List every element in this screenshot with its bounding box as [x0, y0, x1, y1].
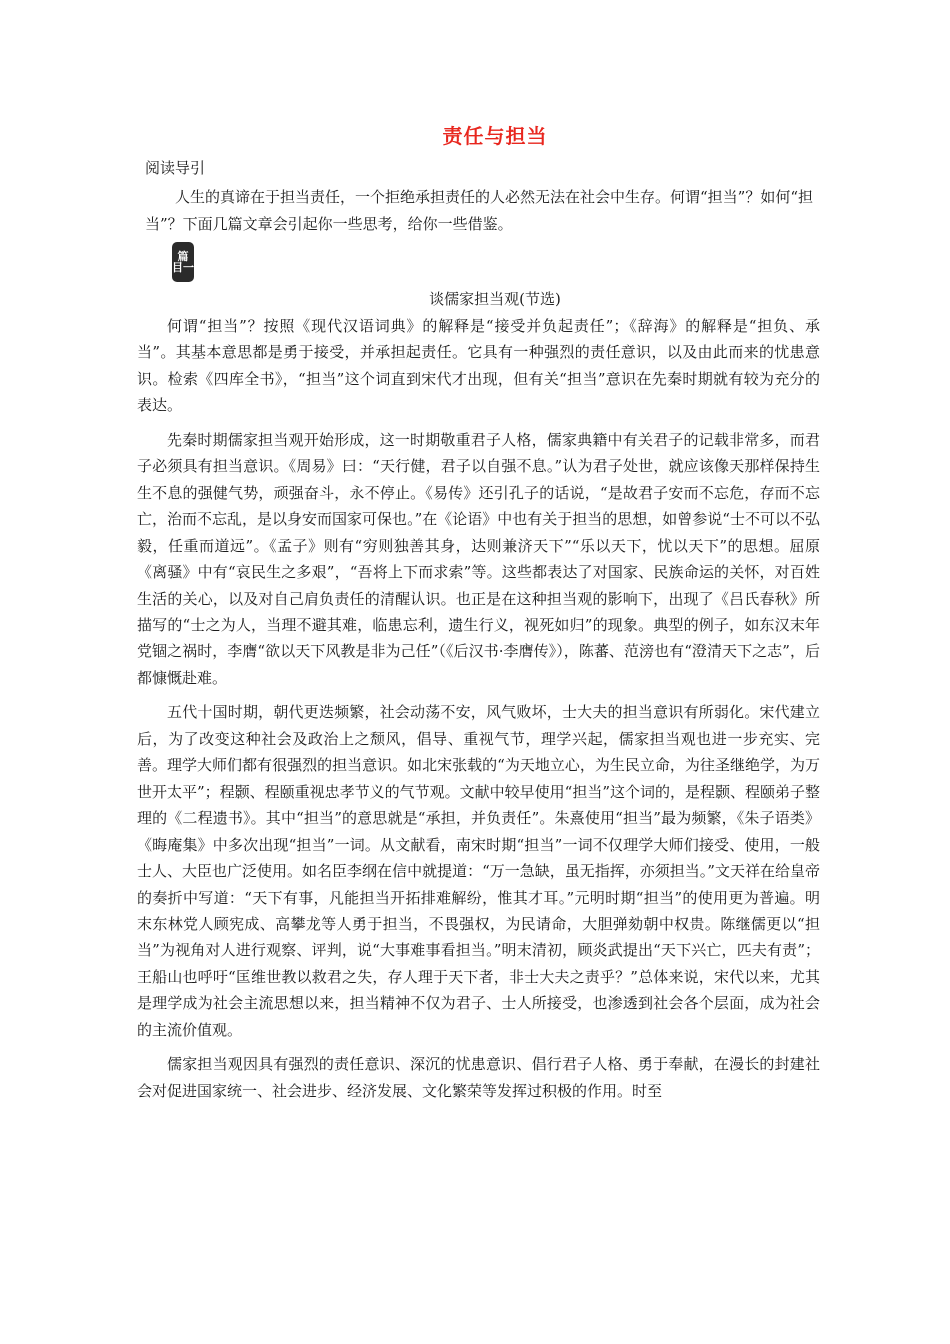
paragraph: 五代十国时期，朝代更迭频繁，社会动荡不安，风气败坏，士大夫的担当意识有所弱化。宋代建立后，为了改变这种社会及政治上之颓风，倡导、重视气节，理学兴起，儒家担当观也进一步充实、完善。理学大师们都有很强烈的担当意识。如北宋张载的“为天地立心，为生民立命，为往圣继绝学，为万世开太平”；程颢、程颐重视忠孝节义的气节观。文献中较早使用“担当”这个词的，是程颢、程颐弟子整理的《二程遗书》。其中“担当”的意思就是“承担，并负责任”。朱熹使用“担当”最为频繁，《朱子语类》《晦庵集》中多次出现“担当”一词。从文献看，南宋时期“担当”一词不仅理学大师们接受、使用，一般士人、大臣也广泛使用。如名臣李纲在信中就提道：“万一急缺，虽无指挥，亦须担当。”文天祥在给皇帝的奏折中写道：“天下有事，凡能担当开拓排难解纷，惟其才耳。”元明时期“担当”的使用更为普遍。明末东林党人顾宪成、高攀龙等人勇于担当，不畏强权，为民请命，大胆弹劾朝中权贵。陈继儒更以“担当”为视角对人进行观察、评判，说“大事难事看担当。”明末清初，顾炎武提出“天下兴亡，匹夫有责”；王船山也呼吁“匡维世教以救君之失，存人理于天下者，非士大夫之责乎？”总体来说，宋代以来，尤其是理学成为社会主流思想以来，担当精神不仅为君子、士人所接受，也渗透到社会各个层面，成为社会的主流价值观。	[137, 703, 821, 1039]
article-title: 谈儒家担当观(节选)	[429, 290, 561, 308]
paragraph: 何谓“担当”？按照《现代汉语词典》的解释是“接受并负起责任”；《辞海》的解释是“担负、承当”。其基本意思都是勇于接受，并承担起责任。它具有一种强烈的责任意识，以及由此而来的忧患意识。检索《四库全书》，“担当”这个词直到宋代才出现，但有关“担当”意识在先秦时期就有较为充分的表达。	[137, 317, 820, 415]
badge-bottom-text: 目一	[172, 261, 194, 274]
page-title: 责任与担当	[442, 124, 548, 148]
section-badge-icon	[172, 242, 194, 282]
reading-guide-heading: 阅读导引	[145, 159, 206, 177]
article-body	[137, 313, 820, 1104]
reading-guide-text: 人生的真谛在于担当责任，一个拒绝承担责任的人必然无法在社会中生存。何谓“担当”？如何“担当”？下面几篇文章会引起你一些思考，给你一些借鉴。	[145, 188, 814, 233]
paragraph: 儒家担当观因具有强烈的责任意识、深沉的忧患意识、倡行君子人格、勇于奉献，在漫长的封建社会对促进国家统一、社会进步、经济发展、文化繁荣等发挥过积极的作用。时至	[137, 1055, 820, 1100]
paragraph: 先秦时期儒家担当观开始形成，这一时期敬重君子人格，儒家典籍中有关君子的记载非常多，而君子必须具有担当意识。《周易》曰：“天行健，君子以自强不息。”认为君子处世，就应该像天那样保持生生不息的强健气势，顽强奋斗，永不停止。《易传》还引孔子的话说，“是故君子安而不忘危，存而不忘亡，治而不忘乱，是以身安而国家可保也。”在《论语》中也有关于担当的思想，如曾参说“士不可以不弘毅，任重而道远”。《孟子》则有“穷则独善其身，达则兼济天下”“乐以天下，忧以天下”的思想。屈原《离骚》中有“哀民生之多艰”，“吾将上下而求索”等。这些都表达了对国家、民族命运的关怀，对百姓生活的关心，以及对自己肩负责任的清醒认识。也正是在这种担当观的影响下，出现了《吕氏春秋》所描写的“士之为人，当理不避其难，临患忘利，遗生行义，视死如归”的现象。典型的例子，如东汉末年党锢之祸时，李膺“欲以天下风教是非为己任”（《后汉书·李膺传》），陈蕃、范滂也有“澄清天下之志”，后都慷慨赴难。	[137, 430, 820, 687]
badge-top-text: 篇	[177, 250, 189, 263]
